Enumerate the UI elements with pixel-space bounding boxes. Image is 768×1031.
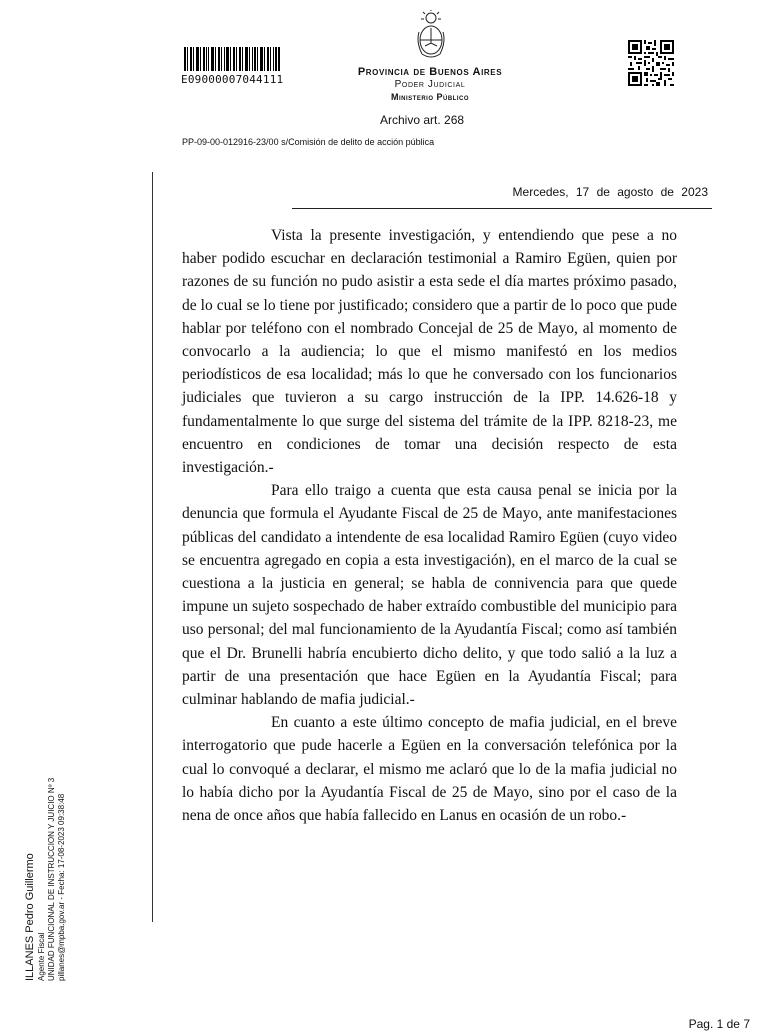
institution-header: [330, 66, 530, 103]
office-name: Ministerio Público: [390, 92, 469, 102]
document-date: Mercedes, 17 de agosto de 2023: [512, 185, 708, 199]
body-paragraph: En cuanto a este último concepto de mafia judicial, en el breve interrogatorio que pude hacerle a Egüen en la conversación telefónica por la cual lo convoqué a declarar, el mismo me aclaró que lo de la mafia judicial no lo había dicho por la Ayudantía Fiscal de 25 de Mayo, sino por el caso de la nena de once años que había fallecido en Lanus en ocasión de un robo.-: [182, 714, 677, 825]
digital-signature-block: [24, 681, 96, 981]
case-reference: PP-09-00-012916-23/00 s/Comisión de delito de acción pública: [182, 137, 435, 147]
archive-label: Archivo art. 268: [380, 113, 465, 127]
signer-email-date: pillanes@mpba.gov.ar - Fecha: 17-08-2023 09:38:48: [57, 793, 66, 981]
body-paragraph: Para ello traigo a cuenta que esta causa penal se inicia por la denuncia que formula el Ayudante Fiscal de 25 de Mayo, ante manifestaciones públicas del candidato a intendente de esa localidad Ramiro Egüen (cuyo video se encuentra agregado en copia a esta investigación), en el marco de la cual se cuestiona a la justicia en general; se habla de connivencia para que quede impune un sujeto sospechado de haber extraído combustible del municipio para uso personal; del mal funcionamiento de la Ayudantía Fiscal; como así también que el Dr. Brunelli habría encubierto dicho delito, y que todo salió a la luz a partir de una presentación que hace Egüen en la Ayudantía Fiscal; para culminar hablando de mafia judicial.-: [182, 482, 677, 709]
coat-of-arms-seal-icon: [414, 10, 448, 60]
barcode-number: E09000007044111: [181, 73, 284, 86]
branch-name: Poder Judicial: [394, 79, 466, 90]
barcode-icon: [184, 47, 280, 71]
signer-unit: UNIDAD FUNCIONAL DE INSTRUCCION Y JUICIO Nº 3: [47, 777, 56, 981]
qr-code-icon: [628, 40, 674, 86]
document-body: [182, 224, 677, 827]
date-underline-rule: [292, 208, 712, 209]
page-counter: Pag. 1 de 7: [688, 1017, 750, 1031]
province-name: Provincia de Buenos Aires: [357, 66, 503, 78]
body-paragraph: Vista la presente investigación, y entendiendo que pese a no haber podido escuchar en declaración testimonial a Ramiro Egüen, quien por razones de su función no pudo asistir a esta sede el día martes próximo pasado, de lo cual se lo tiene por justificado; considero que a partir de lo poco que pude hablar por teléfono con el nombrado Concejal de 25 de Mayo, al momento de convocarlo a la audiencia; lo que el mismo manifestó en los medios periodísticos de esa localidad; más lo que he conversado con los funcionarios judiciales que tuvieron a su cargo instrucción de la IPP. 14.626-18 y fundamentalmente lo que surge del sistema del trámite de la IPP. 8218-23, me encuentro en condiciones de tomar una decisión respecto de esta investigación.-: [182, 227, 677, 477]
signer-name: ILLANES Pedro Guillermo: [24, 853, 36, 981]
left-margin-rule: [152, 172, 153, 922]
signer-role: Agente Fiscal: [37, 932, 46, 981]
